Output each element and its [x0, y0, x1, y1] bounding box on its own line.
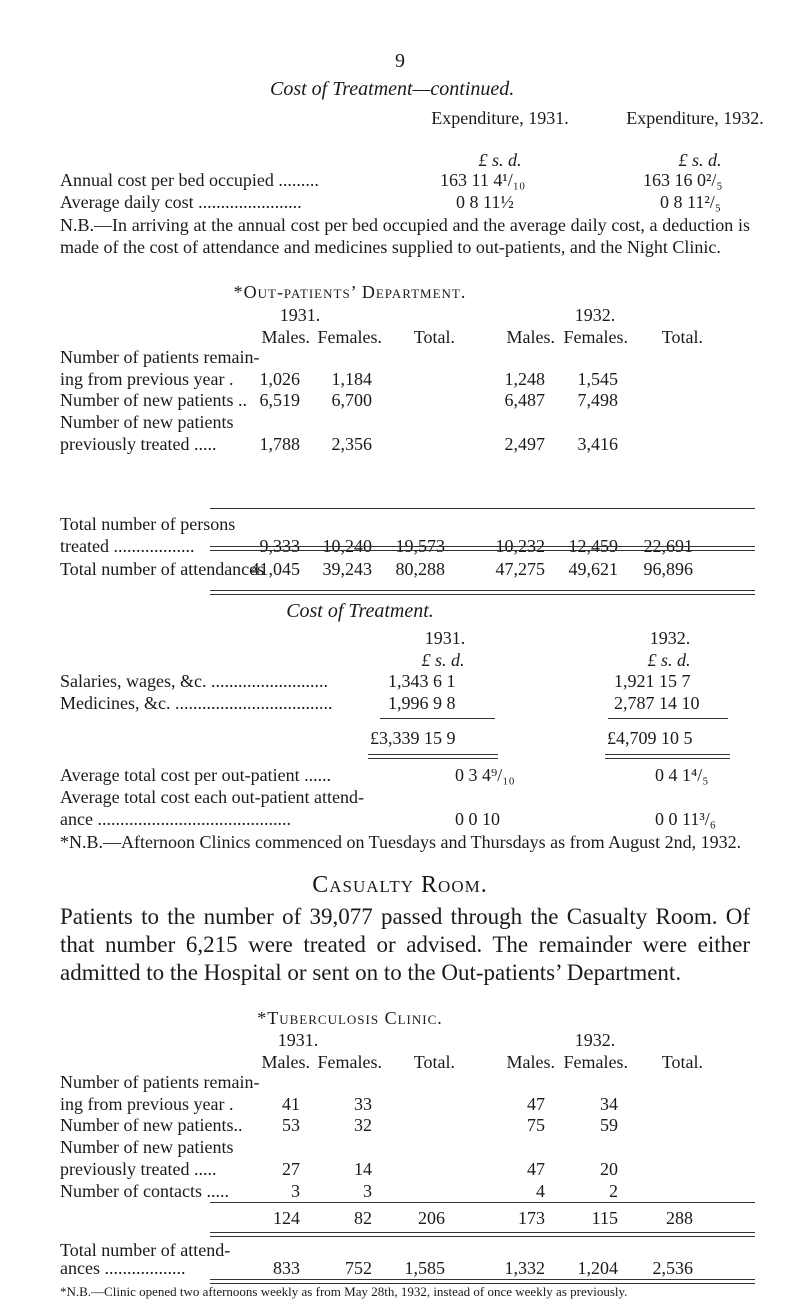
tb-rule — [210, 1202, 755, 1203]
tb-total-cell: 115 — [591, 1208, 618, 1228]
tb-cell: 4 — [536, 1181, 545, 1201]
cot-double-rule — [368, 754, 498, 759]
exp-units-1932: £ s. d. — [678, 150, 722, 170]
tb-total-cell: 173 — [518, 1208, 545, 1228]
tb-total-cell: 1,204 — [577, 1258, 618, 1278]
tb-cell: 14 — [354, 1159, 372, 1179]
cot-rule — [608, 718, 728, 719]
tb-cell: 34 — [600, 1094, 618, 1114]
op-total-cell: 47,275 — [495, 559, 545, 579]
tb-total-cell: 1,585 — [404, 1258, 445, 1278]
cot-units-1931: £ s. d. — [421, 650, 465, 670]
tb-cell: 20 — [600, 1159, 618, 1179]
page-number: 9 — [395, 50, 405, 72]
casualty-title: Casualty Room. — [312, 872, 488, 898]
tb-cell: 53 — [282, 1115, 300, 1135]
tb-title: *Tuberculosis Clinic. — [257, 1008, 443, 1028]
op-row-label: Number of new patients .. — [60, 390, 247, 410]
avg-value: 0 0 10 — [455, 809, 500, 829]
cot-year-1932: 1932. — [649, 628, 691, 648]
tb-total-cell: 124 — [273, 1208, 300, 1228]
exp-row-label: Average daily cost ....................... — [60, 192, 302, 212]
tb-row-label: Number of new patients — [60, 1137, 234, 1157]
op-cell: 3,416 — [577, 434, 618, 454]
tb-col-header: Females. — [563, 1052, 628, 1072]
op-cell: 1,545 — [577, 369, 618, 389]
exp-row-value: 163 16 0²/₅ — [643, 170, 723, 190]
tb-total-cell: 833 — [273, 1258, 300, 1278]
tb-col-header: Males. — [261, 1052, 310, 1072]
op-cell: 6,700 — [331, 390, 372, 410]
exp-row-value: 0 8 11½ — [456, 192, 514, 212]
tb-cell: 27 — [282, 1159, 300, 1179]
op-col-header: Total. — [661, 327, 703, 347]
op-total-cell: 10,232 — [495, 536, 545, 556]
op-total-cell: 19,573 — [395, 536, 445, 556]
exp-row-value: 0 8 11²/₅ — [660, 192, 722, 212]
exp-header-1931: Expenditure, 1931. — [431, 108, 569, 128]
tb-double-rule — [210, 1279, 755, 1284]
cot-rule — [380, 718, 495, 719]
op-row-label: ing from previous year . — [60, 369, 234, 389]
op-rule — [210, 508, 755, 509]
tb-col-header: Females. — [317, 1052, 382, 1072]
op-year-1932: 1932. — [574, 305, 616, 325]
cot-units-1932: £ s. d. — [647, 650, 691, 670]
op-total-cell: 10,240 — [322, 536, 372, 556]
op-total-label: Total number of persons — [60, 514, 236, 534]
tb-row-label: Number of contacts ..... — [60, 1181, 229, 1201]
op-col-header: Males. — [261, 327, 310, 347]
op-row-label: Number of patients remain- — [60, 347, 260, 367]
avg-value: 0 3 4⁹/₁₀ — [455, 765, 515, 785]
op-row-label: Number of new patients — [60, 412, 234, 432]
op-cell: 6,519 — [259, 390, 300, 410]
tb-col-header: Total. — [661, 1052, 703, 1072]
cot-row-value: 1,996 9 8 — [388, 693, 456, 713]
avg-value: 0 4 1⁴/₅ — [655, 765, 709, 785]
op-col-header: Total. — [413, 327, 455, 347]
op-row-label: previously treated ..... — [60, 434, 217, 454]
op-cell: 1,788 — [259, 434, 300, 454]
tb-row-label: previously treated ..... — [60, 1159, 217, 1179]
op-cell: 7,498 — [577, 390, 618, 410]
tb-cell: 2 — [609, 1181, 618, 1201]
tb-total-label: ances .................. — [60, 1258, 186, 1278]
op-double-rule — [210, 546, 755, 551]
op-total-cell: 96,896 — [643, 559, 693, 579]
op-col-header: Males. — [506, 327, 555, 347]
tb-cell: 41 — [282, 1094, 300, 1114]
cot-row-value: 1,343 6 1 — [388, 671, 456, 691]
outpatients-title: *Out-patients’ Department. — [233, 282, 467, 302]
op-col-header: Females. — [317, 327, 382, 347]
tb-cell: 47 — [527, 1094, 545, 1114]
tb-row-label: Number of patients remain- — [60, 1072, 260, 1092]
op-total-cell: 9,333 — [259, 536, 300, 556]
cost-continued-heading: Cost of Treatment—continued. — [270, 78, 515, 100]
op-total-cell: 12,459 — [568, 536, 618, 556]
tb-cell: 75 — [527, 1115, 545, 1135]
tb-total-cell: 2,536 — [652, 1258, 693, 1278]
op-cell: 2,497 — [504, 434, 545, 454]
tb-cell: 3 — [363, 1181, 372, 1201]
tb-total-cell: 288 — [666, 1208, 693, 1228]
exp-header-1932: Expenditure, 1932. — [626, 108, 764, 128]
cot-row-label: Medicines, &c. ................................... — [60, 693, 333, 713]
op-year-1931: 1931. — [279, 305, 321, 325]
op-col-header: Females. — [563, 327, 628, 347]
tb-total-cell: 82 — [354, 1208, 372, 1228]
cot-total-1932: £4,709 10 5 — [607, 728, 693, 748]
tb-total-cell: 206 — [418, 1208, 445, 1228]
op-total-label: treated .................. — [60, 536, 195, 556]
exp-units-1931: £ s. d. — [478, 150, 522, 170]
tb-cell: 33 — [354, 1094, 372, 1114]
tb-cell: 59 — [600, 1115, 618, 1135]
nb-annual-cost-note: N.B.—In arriving at the annual cost per bed occupied and the average daily cost, a deduction is made of the cost of attendance and medicines supplied to out-patients, and the Night Clinic. — [60, 215, 750, 257]
tb-col-header: Males. — [506, 1052, 555, 1072]
op-cell: 6,487 — [504, 390, 545, 410]
op-total-label: Total number of attendances — [60, 559, 265, 579]
op-cell: 1,248 — [504, 369, 545, 389]
nb-afternoon-clinics: *N.B.—Afternoon Clinics commenced on Tuesdays and Thursdays as from August 2nd, 1932. — [60, 832, 742, 852]
tb-row-label: ing from previous year . — [60, 1094, 234, 1114]
tb-cell: 32 — [354, 1115, 372, 1135]
op-cell: 1,184 — [331, 369, 372, 389]
cot-row-label: Salaries, wages, &c. .......................... — [60, 671, 328, 691]
tb-col-header: Total. — [413, 1052, 455, 1072]
tb-total-cell: 752 — [345, 1258, 372, 1278]
cot-row-value: 1,921 15 7 — [614, 671, 691, 691]
exp-row-label: Annual cost per bed occupied ......... — [60, 170, 319, 190]
tb-total-cell: 1,332 — [504, 1258, 545, 1278]
op-total-cell: 80,288 — [395, 559, 445, 579]
cot-total-1931: £3,339 15 9 — [370, 728, 456, 748]
tb-total-label: Total number of attend- — [60, 1240, 231, 1260]
cot-row-value: 2,787 14 10 — [614, 693, 700, 713]
tb-double-rule — [210, 1232, 755, 1237]
casualty-text: Patients to the number of 39,077 passed through the Casualty Room. Of that number 6,215 were treated or advised. The remainder were either admitted to the Hospital or sent on to the Out-patients’ Department. — [60, 904, 750, 985]
tb-row-label: Number of new patients.. — [60, 1115, 243, 1135]
avg-value: 0 0 11³/₆ — [655, 809, 717, 829]
exp-row-value: 163 11 4¹/₁₀ — [440, 170, 526, 190]
op-total-cell: 39,243 — [322, 559, 372, 579]
op-cell: 1,026 — [259, 369, 300, 389]
tb-cell: 3 — [291, 1181, 300, 1201]
cot-double-rule — [605, 754, 730, 759]
op-total-cell: 41,045 — [250, 559, 300, 579]
cot-title: Cost of Treatment. — [286, 600, 434, 622]
tb-year-1932: 1932. — [574, 1030, 616, 1050]
op-total-cell: 22,691 — [643, 536, 693, 556]
tb-cell: 47 — [527, 1159, 545, 1179]
op-double-rule — [210, 590, 755, 595]
cot-year-1931: 1931. — [424, 628, 466, 648]
tb-year-1931: 1931. — [277, 1030, 319, 1050]
avg-label: Average total cost per out-patient ...... — [60, 765, 332, 785]
op-cell: 2,356 — [331, 434, 372, 454]
op-total-cell: 49,621 — [568, 559, 618, 579]
avg-label: ance ........................................... — [60, 809, 291, 829]
nb-tb-clinic: *N.B.—Clinic opened two afternoons weekly as from May 28th, 1932, instead of once weekly as previously. — [60, 1284, 628, 1299]
avg-label: Average total cost each out-patient attend- — [60, 787, 365, 807]
